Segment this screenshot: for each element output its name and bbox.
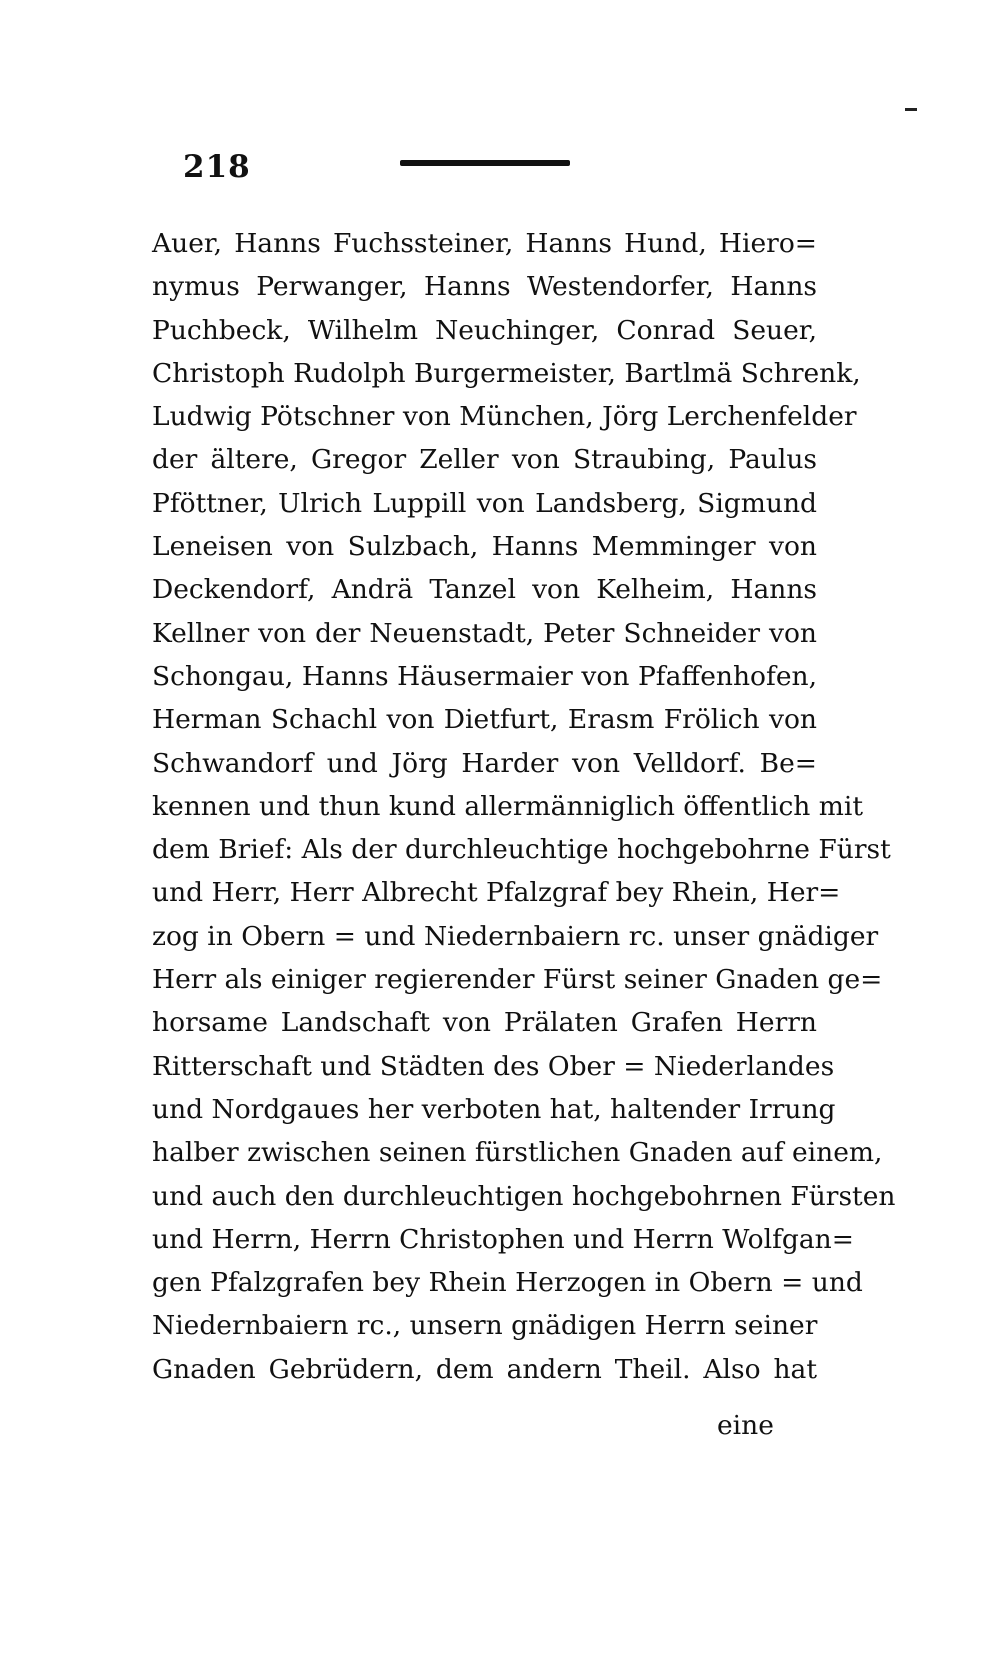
text-line: Ludwig Pötschner von München, Jörg Lerchenfelder bbox=[152, 401, 857, 433]
text-line: Pföttner, Ulrich Luppill von Landsberg, Sigmund bbox=[152, 487, 817, 519]
text-line: Leneisen von Sulzbach, Hanns Memminger von bbox=[152, 531, 817, 563]
text-line: Herr als einiger regierender Fürst seiner Gnaden ge= bbox=[152, 964, 883, 996]
text-line: Auer, Hanns Fuchssteiner, Hanns Hund, Hiero= bbox=[152, 228, 817, 259]
corner-mark bbox=[905, 108, 917, 111]
text-line: Schongau, Hanns Häusermaier von Pfaffenhofen, bbox=[152, 660, 817, 692]
text-line: zog in Obern = und Niedernbaiern rc. unser gnädiger bbox=[152, 920, 879, 952]
text-line: und Herrn, Herrn Christophen und Herrn Wolfgan= bbox=[152, 1223, 854, 1255]
body-text bbox=[152, 222, 896, 1391]
header-rule bbox=[400, 160, 570, 166]
text-line: Ritterschaft und Städten des Ober = Niederlandes bbox=[152, 1050, 835, 1082]
text-line: Deckendorf, Andrä Tanzel von Kelheim, Hanns bbox=[152, 574, 817, 606]
text-line: und Nordgaues her verboten hat, haltender Irrung bbox=[152, 1093, 836, 1125]
catchword: eine bbox=[717, 1410, 774, 1441]
text-line: dem Brief: Als der durchleuchtige hochgebohrne Fürst bbox=[152, 834, 891, 866]
text-line: und auch den durchleuchtigen hochgebohrnen Fürsten bbox=[152, 1180, 896, 1212]
text-line: horsame Landschaft von Prälaten Grafen Herrn bbox=[152, 1007, 817, 1039]
text-line: Niedernbaiern rc., unsern gnädigen Herrn seiner bbox=[152, 1310, 818, 1342]
text-line: Puchbeck, Wilhelm Neuchinger, Conrad Seuer, bbox=[152, 314, 817, 346]
text-line: Kellner von der Neuenstadt, Peter Schneider von bbox=[152, 617, 817, 649]
text-line: Christoph Rudolph Burgermeister, Bartlmä Schrenk, bbox=[152, 357, 861, 389]
text-line: Herman Schachl von Dietfurt, Erasm Frölich von bbox=[152, 704, 817, 736]
text-line: gen Pfalzgrafen bey Rhein Herzogen in Obern = und bbox=[152, 1267, 863, 1299]
text-line: und Herr, Herr Albrecht Pfalzgraf bey Rhein, Her= bbox=[152, 877, 841, 909]
page-number: 218 bbox=[183, 149, 251, 185]
text-line: Gnaden Gebrüdern, dem andern Theil. Also hat bbox=[152, 1353, 817, 1385]
text-line: halber zwischen seinen fürstlichen Gnaden auf einem, bbox=[152, 1137, 883, 1169]
text-line: kennen und thun kund allermänniglich öffentlich mit bbox=[152, 790, 864, 822]
text-line: Schwandorf und Jörg Harder von Velldorf. Be= bbox=[152, 747, 817, 779]
text-line: der ältere, Gregor Zeller von Straubing, Paulus bbox=[152, 444, 817, 476]
text-line: nymus Perwanger, Hanns Westendorfer, Hanns bbox=[152, 271, 817, 303]
